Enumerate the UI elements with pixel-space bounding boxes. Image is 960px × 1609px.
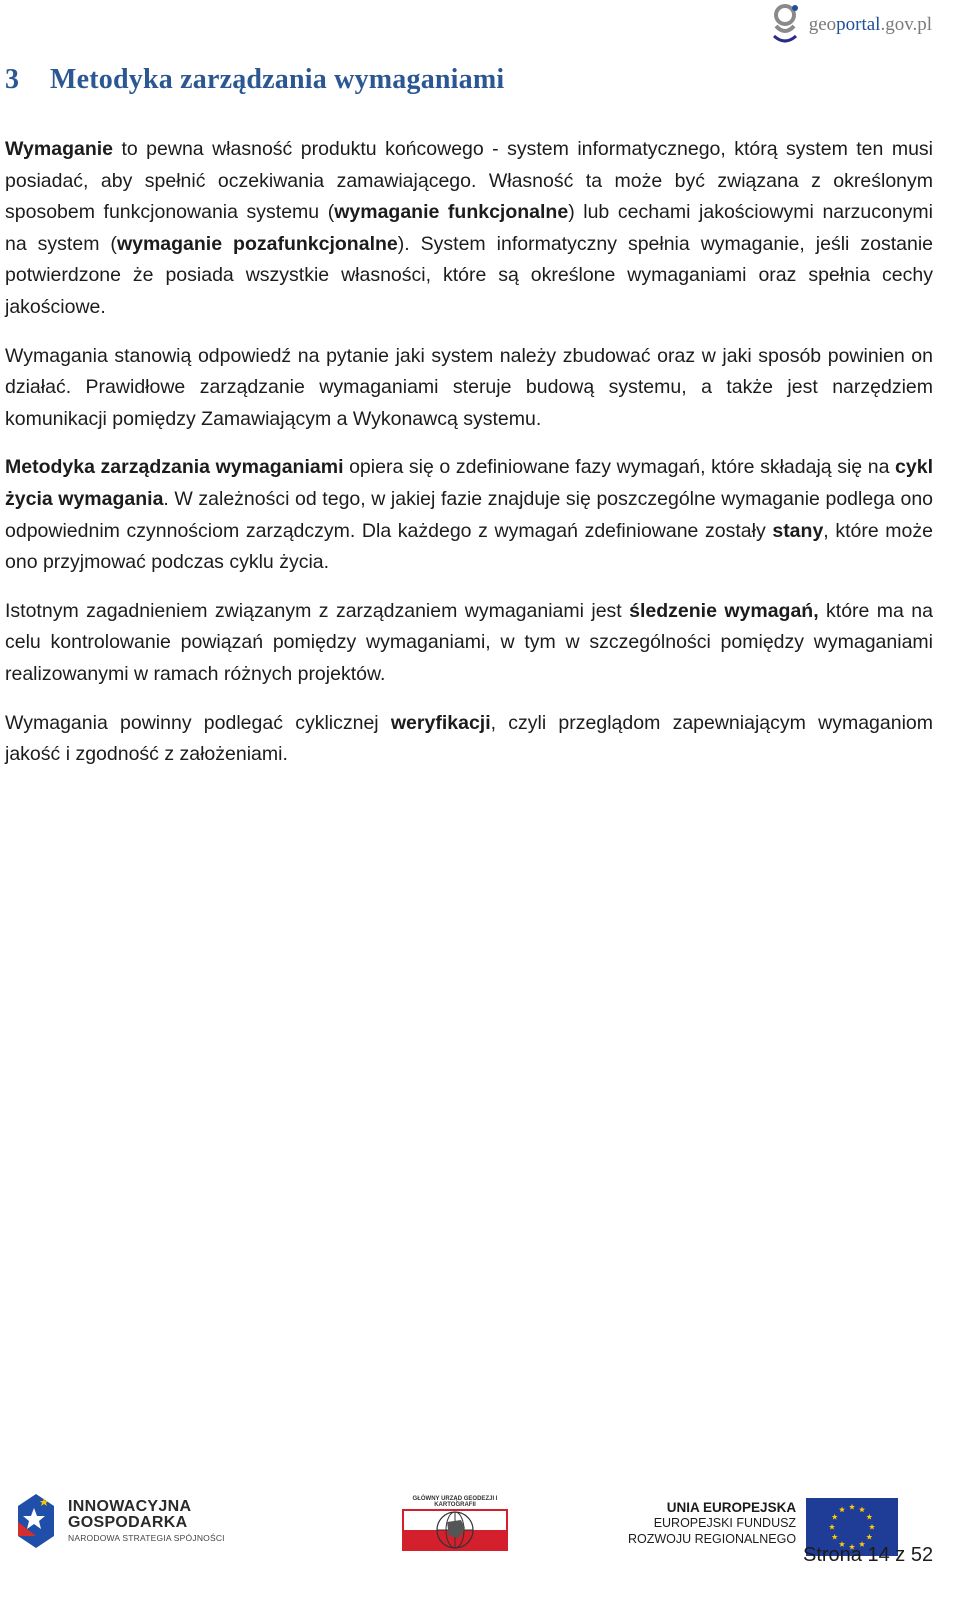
text-run: Wymagania powinny podlegać cyklicznej — [5, 711, 391, 734]
innowacyjna-gospodarka-logo-icon — [14, 1492, 58, 1550]
paragraph — [5, 341, 933, 436]
text-run: to pewna własność produktu końcowego - system informatycznego, którą system ten musi posiadać, aby spełnić oczekiwania zamawiającego. Własność ta może być związana z określonym sposobem funkcjonowania systemu ( — [5, 138, 933, 224]
bold-term: śledzenie wymagań, — [629, 599, 819, 622]
bold-term: stany — [772, 519, 824, 542]
section-title-text: Metodyka zarządzania wymaganiami — [50, 64, 505, 95]
text-run: . W zależności od tego, w jakiej fazie znajduje się poszczególne wymaganie podlega ono odpowiednim czynnościom zarządczym. Dla każdego z wymagań zdefiniowane zostały — [5, 487, 934, 542]
paragraph — [5, 452, 933, 578]
text-run: Wymagania stanowią odpowiedź na pytanie jaki system należy zbudować oraz w jaki sposób powinien on działać. Prawidłowe zarządzanie wymaganiami steruje budową systemu, a także jest narzędziem komunikacji pomiędzy Zamawiającym a Wykonawcą systemu. — [5, 344, 933, 430]
section-number: 3 — [5, 64, 20, 95]
ig-line-1: INNOWACYJNA — [68, 1498, 192, 1516]
document-body — [5, 134, 933, 788]
gugik-caption: GŁÓWNY URZĄD GEODEZJI I KARTOGRAFII — [412, 1496, 498, 1508]
gugik-logo — [401, 1496, 509, 1546]
text-run: Istotnym zagadnieniem związanym z zarządzaniem wymaganiami jest — [5, 599, 630, 622]
text-run: ). System informatyczny spełnia wymaganie, jeśli zostanie potwierdzone że posiada wszystkie własności, które są określone wymaganiami oraz spełnia cechy jakościowe. — [5, 232, 933, 318]
paragraph — [5, 596, 933, 691]
bold-term: weryfikacji — [390, 711, 491, 734]
bold-term: wymaganie funkcjonalne — [334, 201, 569, 224]
gugik-emblem-icon — [401, 1508, 509, 1552]
text-run: opiera się o zdefiniowane fazy wymagań, które składają się na — [343, 456, 896, 479]
bold-term: Metodyka zarządzania wymaganiami — [5, 456, 344, 479]
geoportal-g-logo-icon — [769, 2, 805, 48]
paragraph — [5, 134, 933, 324]
text-run: , które może ono przyjmować podczas cyklu życia. — [5, 519, 933, 574]
paragraph — [5, 708, 933, 771]
innowacyjna-gospodarka-logo — [14, 1492, 225, 1550]
section-heading — [5, 64, 504, 96]
geoportal-site-name: geoportal.gov.pl — [808, 14, 932, 35]
bold-term: Wymaganie — [5, 138, 114, 160]
text-run: , czyli przeglądom zapewniającym wymaganiom jakość i zgodność z założeniami. — [5, 711, 933, 766]
ig-line-2: GOSPODARKA — [68, 1514, 188, 1532]
ig-line-3: NARODOWA STRATEGIA SPÓJNOŚCI — [68, 1533, 225, 1544]
eu-line-2: EUROPEJSKI FUNDUSZ — [653, 1516, 797, 1530]
bold-term: cykl życia wymagania — [5, 456, 933, 510]
geoportal-logo — [769, 2, 932, 48]
eu-line-3: ROZWOJU REGIONALNEGO — [628, 1532, 797, 1546]
text-run: ) lub cechami jakościowymi narzuconymi na system ( — [5, 201, 934, 255]
eu-line-1: UNIA EUROPEJSKA — [666, 1500, 797, 1515]
bold-term: wymaganie pozafunkcjonalne — [116, 232, 398, 255]
page-number: Strona 14 z 52 — [803, 1544, 934, 1566]
text-run: które ma na celu kontrolowanie powiązań pomiędzy wymaganiami, w tym w szczególności pomiędzy wymaganiami realizowanymi w ramach różnych projektów. — [5, 599, 933, 685]
